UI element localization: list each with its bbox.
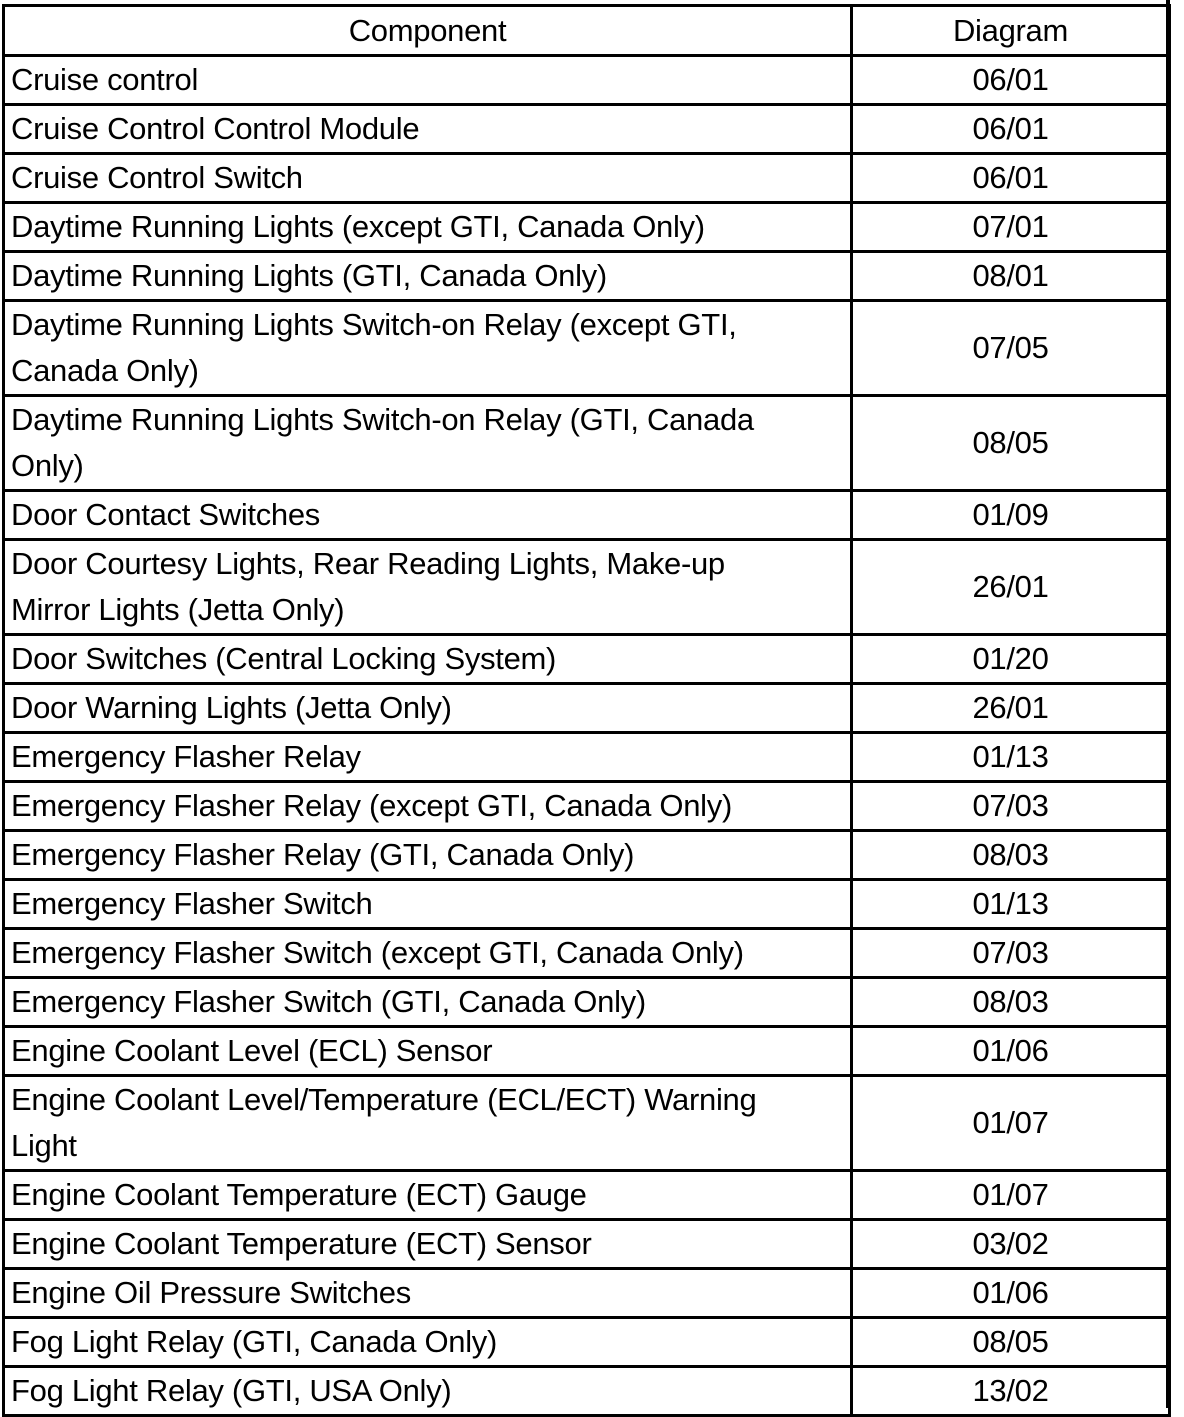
diagram-cell: 06/01 <box>852 154 1170 203</box>
component-cell: Door Switches (Central Locking System) <box>4 635 852 684</box>
component-cell: Emergency Flasher Relay (GTI, Canada Only) <box>4 831 852 880</box>
table-row <box>4 831 1170 880</box>
table-row <box>4 1367 1170 1416</box>
table-row <box>4 203 1170 252</box>
diagram-cell: 01/07 <box>852 1171 1170 1220</box>
diagram-cell: 13/02 <box>852 1367 1170 1416</box>
table-row <box>4 1318 1170 1367</box>
component-cell: Emergency Flasher Relay (except GTI, Canada Only) <box>4 782 852 831</box>
component-cell: Engine Coolant Temperature (ECT) Sensor <box>4 1220 852 1269</box>
diagram-cell: 26/01 <box>852 684 1170 733</box>
component-cell: Daytime Running Lights (GTI, Canada Only) <box>4 252 852 301</box>
diagram-cell: 06/01 <box>852 56 1170 105</box>
diagram-cell: 08/01 <box>852 252 1170 301</box>
component-cell-line: Door Courtesy Lights, Rear Reading Lights, Make-up <box>11 546 725 581</box>
component-cell: Fog Light Relay (GTI, Canada Only) <box>4 1318 852 1367</box>
diagram-cell: 01/06 <box>852 1269 1170 1318</box>
component-cell: Daytime Running Lights (except GTI, Canada Only) <box>4 203 852 252</box>
component-cell: Emergency Flasher Switch <box>4 880 852 929</box>
table-row <box>4 978 1170 1027</box>
component-diagram-table <box>2 4 1171 1417</box>
component-cell: Cruise Control Control Module <box>4 105 852 154</box>
component-cell-line: Only) <box>11 448 84 483</box>
table-row <box>4 929 1170 978</box>
diagram-cell: 07/01 <box>852 203 1170 252</box>
diagram-cell: 07/03 <box>852 929 1170 978</box>
diagram-cell: 26/01 <box>852 540 1170 635</box>
component-cell: Door Warning Lights (Jetta Only) <box>4 684 852 733</box>
table-row <box>4 782 1170 831</box>
header-row <box>4 6 1170 56</box>
table-body <box>4 56 1170 1416</box>
table-row <box>4 635 1170 684</box>
diagram-cell: 01/06 <box>852 1027 1170 1076</box>
component-cell-line: Daytime Running Lights Switch-on Relay (except GTI, <box>11 307 737 342</box>
component-cell: Engine Oil Pressure Switches <box>4 1269 852 1318</box>
diagram-cell: 06/01 <box>852 105 1170 154</box>
component-cell-line: Mirror Lights (Jetta Only) <box>11 592 345 627</box>
table-row <box>4 491 1170 540</box>
table-row <box>4 1269 1170 1318</box>
component-cell <box>4 301 852 396</box>
component-cell: Engine Coolant Temperature (ECT) Gauge <box>4 1171 852 1220</box>
component-cell: Fog Light Relay (GTI, USA Only) <box>4 1367 852 1416</box>
right-border-line <box>1166 0 1170 1408</box>
table-row <box>4 105 1170 154</box>
diagram-cell: 08/03 <box>852 978 1170 1027</box>
component-cell: Engine Coolant Level (ECL) Sensor <box>4 1027 852 1076</box>
component-cell <box>4 1076 852 1171</box>
table-row <box>4 396 1170 491</box>
column-header-component: Component <box>4 6 852 56</box>
table-row <box>4 252 1170 301</box>
column-header-diagram: Diagram <box>852 6 1170 56</box>
diagram-cell: 08/03 <box>852 831 1170 880</box>
table-row <box>4 154 1170 203</box>
table-row <box>4 1027 1170 1076</box>
component-cell: Cruise control <box>4 56 852 105</box>
table-row <box>4 880 1170 929</box>
table-row <box>4 540 1170 635</box>
component-cell: Emergency Flasher Switch (except GTI, Canada Only) <box>4 929 852 978</box>
table-row <box>4 56 1170 105</box>
table-row <box>4 1171 1170 1220</box>
diagram-cell: 07/03 <box>852 782 1170 831</box>
component-cell-line: Canada Only) <box>11 353 199 388</box>
component-cell: Cruise Control Switch <box>4 154 852 203</box>
table-row <box>4 733 1170 782</box>
diagram-cell: 01/13 <box>852 880 1170 929</box>
diagram-cell: 01/20 <box>852 635 1170 684</box>
component-cell-line: Daytime Running Lights Switch-on Relay (GTI, Canada <box>11 402 754 437</box>
diagram-cell: 01/13 <box>852 733 1170 782</box>
component-cell: Emergency Flasher Switch (GTI, Canada Only) <box>4 978 852 1027</box>
component-cell: Emergency Flasher Relay <box>4 733 852 782</box>
table-row <box>4 1076 1170 1171</box>
component-cell <box>4 540 852 635</box>
diagram-cell: 03/02 <box>852 1220 1170 1269</box>
diagram-cell: 07/05 <box>852 301 1170 396</box>
diagram-cell: 01/09 <box>852 491 1170 540</box>
diagram-cell: 01/07 <box>852 1076 1170 1171</box>
component-cell-line: Light <box>11 1128 77 1163</box>
table-row <box>4 1220 1170 1269</box>
component-cell-line: Engine Coolant Level/Temperature (ECL/ECT) Warning <box>11 1082 757 1117</box>
table-row <box>4 684 1170 733</box>
diagram-cell: 08/05 <box>852 1318 1170 1367</box>
component-cell: Door Contact Switches <box>4 491 852 540</box>
diagram-cell: 08/05 <box>852 396 1170 491</box>
component-cell <box>4 396 852 491</box>
table-row <box>4 301 1170 396</box>
